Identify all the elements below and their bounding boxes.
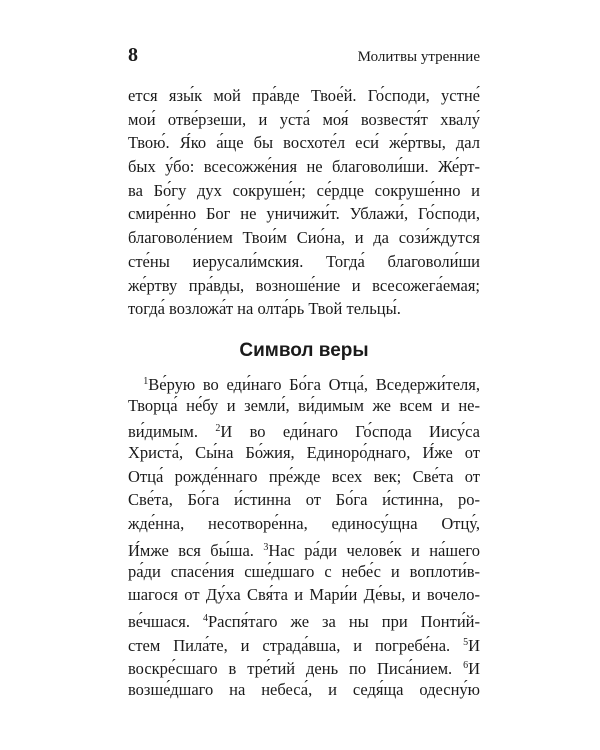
text-line: шагося от Ду́ха Свя́та и Мари́и Де́вы, и вочело- xyxy=(128,585,480,605)
page-number: 8 xyxy=(128,44,138,66)
text-line: ве́чшася. $^4$Распя́таго же за ны при Понти́й- xyxy=(128,611,480,631)
text-line: Творца́ не́бу и земли́, ви́димым же всем и не- xyxy=(128,395,480,415)
text-line: смире́нно Бог не уничижи́т. Ублажи́, Го́споди, xyxy=(128,204,480,224)
verse-number: 5 xyxy=(463,636,469,648)
text-line: благоволе́нием Твои́м Сио́на, и да сози́ждутся xyxy=(128,228,480,248)
text-line: Твою́. Я́ко а́ще бы восхоте́л еси́ же́ртвы, дал xyxy=(128,133,480,153)
text-line: мои́ отве́рзеши, и уста́ моя́ возвестя́т хвалу́ xyxy=(128,109,480,129)
creed-text xyxy=(128,370,480,702)
text-line: Све́та, Бо́га и́стинна от Бо́га и́стинна, ро- xyxy=(128,490,480,510)
text-line: же́ртву пра́вды, возноше́ние и всесожега́емая; xyxy=(128,275,480,295)
text-line: воскре́сшаго в тре́тий день по Писа́нием. $^6$И xyxy=(128,659,480,679)
text-line: сте́ны иерусали́мския. Тогда́ благоволи́ши xyxy=(128,251,480,271)
text-line: бых у́бо: всесожже́ния не благоволи́ши. Же́рт- xyxy=(128,157,480,177)
text-line: тогда́ возложа́т на олта́рь Твой тельцы́. xyxy=(128,299,401,319)
running-title: Молитвы утренние xyxy=(357,49,480,65)
creed-title: Символ веры xyxy=(239,340,369,361)
verse-number: 6 xyxy=(463,660,469,672)
verse-number: 3 xyxy=(263,541,269,553)
text-line: ра́ди спасе́ния сше́дшаго с небе́с и воплоти́в- xyxy=(128,561,480,581)
text-line: стем Пила́те, и страда́вша, и погребе́на. $^5$И xyxy=(128,635,481,655)
verse-number: 2 xyxy=(215,423,221,435)
text-line: ви́димым. $^2$И во еди́наго Го́спода Иису́са xyxy=(128,422,480,442)
text-line: $^1$Ве́рую во еди́наго Бо́га Отца́, Вседержи́теля, xyxy=(143,375,481,394)
text-line: Христа́, Сы́на Бо́жия, Единоро́днаго, И́же от xyxy=(128,443,480,463)
text-line: ется язы́к мой пра́вде Твое́й. Го́споди, устне́ xyxy=(128,86,480,105)
verse-number: 4 xyxy=(202,612,208,624)
text-line: Отца́ рожде́ннаго пре́жде всех век; Све́та от xyxy=(128,466,480,486)
page-header xyxy=(128,44,480,68)
prayer-continuation-text xyxy=(128,84,480,321)
text-line: возше́дшаго на небеса́, и седя́ща одесну́ю xyxy=(128,679,480,699)
text-line: ва Бо́гу дух сокруше́н; се́рдце сокруше́нно и xyxy=(128,180,480,200)
text-line: жде́нна, несотворе́нна, единосу́щна Отцу́, xyxy=(128,514,480,534)
verse-number: 1 xyxy=(143,376,149,387)
text-line: И́мже вся бы́ша. $^3$Нас ра́ди челове́к и на́шего xyxy=(128,540,481,560)
